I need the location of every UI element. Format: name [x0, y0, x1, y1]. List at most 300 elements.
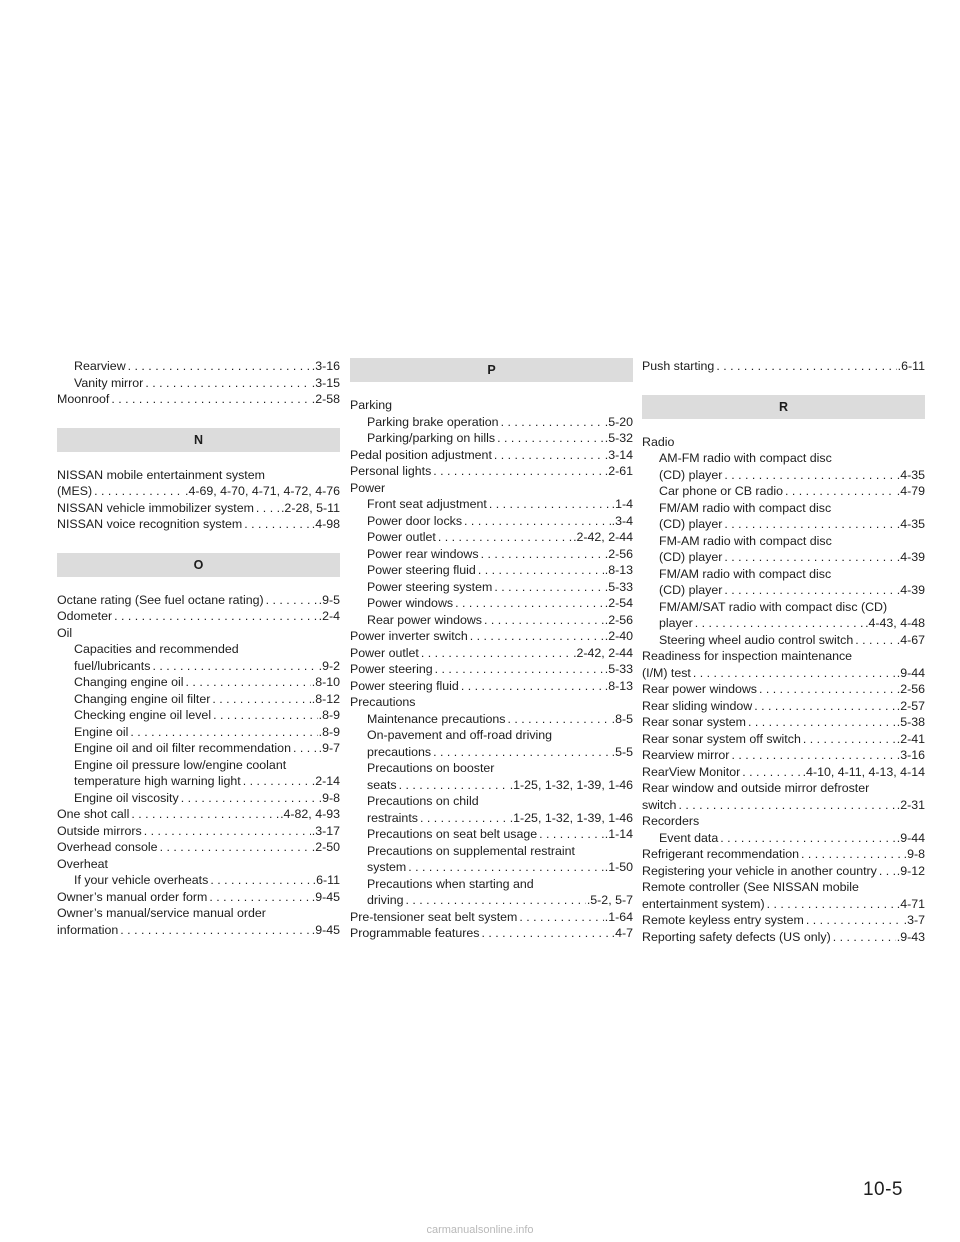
index-text-line: Precautions on booster — [367, 761, 495, 775]
index-entry — [642, 467, 925, 484]
index-entry — [350, 810, 633, 827]
index-entry — [57, 790, 340, 807]
entry-label: Power steering fluid — [350, 678, 459, 693]
index-entry — [57, 358, 340, 375]
page-number: 10-5 — [862, 1179, 903, 1200]
entry-label: Event data — [659, 830, 719, 845]
dot-leader — [537, 826, 604, 843]
index-entry — [642, 632, 925, 649]
index-entry — [57, 773, 340, 790]
entry-page-ref: .1-64 — [604, 909, 633, 924]
dot-leader — [142, 823, 311, 840]
index-entry — [57, 516, 340, 533]
entry-label: (CD) player — [659, 583, 723, 597]
index-entry — [642, 681, 925, 698]
entry-label: Rear sliding window — [642, 698, 753, 713]
entry-label: Engine oil — [74, 724, 129, 739]
entry-page-ref: .3-17 — [311, 823, 340, 838]
dot-leader — [783, 483, 896, 500]
entry-label: Engine oil viscosity — [74, 790, 179, 805]
dot-leader — [179, 790, 318, 807]
entry-page-ref: .9-45 — [311, 922, 340, 937]
entry-label: Rear sonar system — [642, 715, 746, 729]
dot-leader — [492, 579, 603, 596]
entry-page-ref: .4-7 — [611, 926, 633, 940]
index-text-line: Radio — [642, 434, 675, 449]
entry-label: Rearview mirror — [642, 748, 730, 762]
dot-leader — [505, 711, 610, 728]
dot-leader — [150, 658, 317, 675]
entry-label: Car phone or CB radio — [659, 484, 783, 498]
index-text-line: FM/AM radio with compact disc — [659, 500, 832, 515]
index-entry — [642, 665, 925, 682]
entry-page-ref: .9-8 — [318, 790, 340, 805]
index-entry — [350, 529, 633, 546]
dot-leader — [241, 773, 311, 790]
entry-page-ref: .9-7 — [318, 741, 340, 755]
dot-leader — [431, 463, 603, 480]
index-text-line: On-pavement and off-road driving — [367, 728, 553, 742]
dot-leader — [264, 592, 318, 609]
index-entry — [642, 549, 925, 566]
entry-label: Power steering system — [367, 579, 493, 594]
index-text-line: Oil — [57, 625, 73, 640]
entry-label: (CD) player — [659, 517, 723, 531]
entry-page-ref: .9-8 — [903, 847, 925, 861]
entry-page-ref: .2-61 — [604, 464, 633, 478]
dot-leader — [804, 912, 903, 929]
dot-leader — [126, 358, 311, 375]
entry-label: Programmable features — [350, 926, 480, 940]
entry-label: (MES) — [57, 484, 93, 498]
dot-leader — [482, 612, 604, 629]
dot-leader — [495, 430, 604, 447]
index-entry — [350, 595, 633, 612]
entry-label: Changing engine oil filter — [74, 691, 211, 706]
index-entry — [350, 744, 633, 761]
entry-page-ref: .2-56 — [604, 546, 633, 561]
entry-page-ref: .4-35 — [896, 517, 925, 531]
entry-page-ref: .4-71 — [896, 896, 925, 911]
entry-page-ref: .1-25, 1-32, 1-39, 1-46 — [509, 777, 633, 792]
entry-label: Power inverter switch — [350, 629, 468, 643]
index-entry — [642, 731, 925, 748]
index-text-line: Rear window and outside mirror defroster — [642, 781, 870, 795]
entry-page-ref: .5-33 — [604, 579, 633, 594]
entry-page-ref: .2-41 — [896, 731, 925, 746]
index-entry — [350, 909, 633, 926]
dot-leader — [419, 645, 572, 662]
entry-label: Power rear windows — [367, 546, 479, 561]
entry-page-ref: .4-39 — [896, 583, 925, 597]
entry-label: switch — [642, 797, 677, 812]
entry-page-ref: .4-79 — [896, 484, 925, 498]
entry-label: Precautions on seat belt usage — [367, 827, 538, 841]
dot-leader — [691, 665, 896, 682]
index-entry — [350, 925, 633, 942]
index-entry — [57, 806, 340, 823]
dot-leader — [714, 358, 896, 375]
entry-label: entertainment system) — [642, 896, 765, 911]
index-entry — [642, 896, 925, 913]
entry-label: Reporting safety defects (US only) — [642, 929, 831, 944]
index-entry — [57, 740, 340, 757]
entry-page-ref: .8-13 — [604, 563, 633, 577]
index-column-2 — [350, 358, 633, 942]
index-column-1 — [57, 358, 340, 938]
dot-leader — [459, 678, 604, 695]
index-text-line: FM/AM radio with compact disc — [659, 566, 832, 581]
dot-leader — [418, 810, 509, 827]
index-entry — [350, 546, 633, 563]
entry-label: Owner’s manual order form — [57, 889, 208, 904]
index-text-line: NISSAN mobile entertainment system — [57, 467, 265, 482]
dot-leader — [92, 483, 184, 500]
entry-page-ref: .3-14 — [604, 447, 633, 462]
dot-leader — [757, 681, 896, 698]
entry-label: Power steering fluid — [367, 563, 476, 577]
entry-label: Rearview — [74, 359, 126, 373]
dot-leader — [397, 777, 509, 794]
dot-leader — [729, 747, 895, 764]
entry-label: Octane rating (See fuel octane rating) — [57, 592, 264, 607]
entry-label: (CD) player — [659, 467, 723, 482]
index-text-line: FM-AM radio with compact disc — [659, 533, 832, 548]
entry-label: Checking engine oil level — [74, 708, 212, 722]
entry-label: NISSAN voice recognition system — [57, 517, 243, 531]
entry-label: driving — [367, 893, 404, 907]
index-text-line: Recorders — [642, 814, 700, 828]
index-entry — [57, 889, 340, 906]
index-entry — [350, 645, 633, 662]
entry-page-ref: .8-12 — [311, 691, 340, 706]
index-entry — [642, 483, 925, 500]
entry-page-ref: .2-4 — [318, 609, 340, 623]
index-entry — [350, 612, 633, 629]
dot-leader — [291, 740, 318, 757]
dot-leader — [479, 925, 610, 942]
entry-page-ref: .8-10 — [311, 675, 340, 689]
dot-leader — [476, 562, 604, 579]
entry-label: Rear sonar system off switch — [642, 731, 801, 746]
index-entry — [57, 724, 340, 741]
index-text-line: FM/AM/SAT radio with compact disc (CD) — [659, 599, 888, 614]
index-entry — [350, 579, 633, 596]
entry-page-ref: .3-16 — [311, 359, 340, 373]
dot-leader — [254, 500, 280, 517]
entry-page-ref: .5-2, 5-7 — [586, 893, 633, 907]
entry-page-ref: .4-10, 4-11, 4-13, 4-14 — [802, 764, 925, 779]
entry-page-ref: .4-35 — [896, 467, 925, 482]
section-header: P — [350, 358, 633, 382]
dot-leader — [722, 582, 895, 599]
dot-leader — [453, 595, 604, 612]
dot-leader — [801, 731, 896, 748]
index-text-line: Power — [350, 480, 386, 495]
index-entry — [350, 777, 633, 794]
dot-leader — [129, 806, 279, 823]
entry-page-ref: .1-4 — [611, 497, 633, 511]
index-text-line: AM-FM radio with compact disc — [659, 451, 832, 465]
dot-leader — [128, 724, 317, 741]
entry-label: precautions — [367, 744, 432, 759]
dot-leader — [207, 889, 310, 906]
entry-page-ref: .3-7 — [903, 913, 925, 927]
index-text-line: Capacities and recommended — [74, 642, 239, 656]
entry-label: Pre-tensioner seat belt system — [350, 909, 518, 924]
index-entry — [642, 764, 925, 781]
entry-page-ref: .5-38 — [896, 715, 925, 729]
index-text-line: Precautions on supplemental restraint — [367, 843, 576, 858]
index-text-line: Parking — [350, 398, 393, 412]
dot-leader — [718, 830, 896, 847]
entry-page-ref: .5-33 — [604, 662, 633, 676]
dot-leader — [112, 608, 318, 625]
index-entry — [642, 615, 925, 632]
entry-label: Power outlet — [350, 645, 419, 660]
index-entry — [642, 929, 925, 946]
entry-page-ref: .8-5 — [611, 711, 633, 726]
index-text-line: Owner’s manual/service manual order — [57, 906, 266, 920]
index-entry — [642, 358, 925, 375]
entry-page-ref: .9-5 — [318, 592, 340, 607]
entry-page-ref: .3-16 — [896, 748, 925, 762]
entry-page-ref: .3-15 — [311, 375, 340, 390]
dot-leader — [479, 546, 604, 563]
index-entry — [642, 582, 925, 599]
dot-leader — [722, 467, 895, 484]
section-header: R — [642, 395, 925, 419]
index-entry — [642, 516, 925, 533]
dot-leader — [752, 698, 896, 715]
entry-label: Outside mirrors — [57, 823, 142, 838]
watermark: carmanualsonline.info — [426, 1224, 534, 1236]
entry-page-ref: .2-42, 2-44 — [573, 645, 633, 660]
entry-page-ref: .8-13 — [604, 678, 633, 693]
entry-page-ref: .2-31 — [896, 797, 925, 812]
entry-page-ref: .6-11 — [312, 873, 340, 887]
entry-page-ref: .2-56 — [896, 682, 925, 696]
dot-leader — [693, 615, 864, 632]
index-entry — [642, 747, 925, 764]
entry-label: fuel/lubricants — [74, 658, 151, 673]
entry-page-ref: .1-25, 1-32, 1-39, 1-46 — [509, 810, 633, 825]
entry-page-ref: .4-39 — [896, 550, 925, 564]
dot-leader — [184, 674, 311, 691]
index-entry — [642, 698, 925, 715]
index-text-line: Precautions on child — [367, 794, 479, 808]
entry-label: Odometer — [57, 609, 113, 623]
dot-leader — [740, 764, 801, 781]
entry-page-ref: .4-67 — [896, 632, 925, 647]
entry-label: Power windows — [367, 596, 454, 610]
dot-leader — [853, 632, 896, 649]
entry-label: Power door locks — [367, 513, 463, 528]
dot-leader — [831, 929, 896, 946]
entry-page-ref: .9-2 — [318, 658, 340, 673]
dot-leader — [118, 922, 310, 939]
index-entry — [57, 872, 340, 889]
entry-page-ref: .9-45 — [311, 889, 340, 904]
dot-leader — [433, 661, 604, 678]
entry-label: Parking/parking on hills — [367, 431, 496, 445]
entry-page-ref: .6-11 — [897, 359, 925, 373]
index-text-line: Remote controller (See NISSAN mobile — [642, 880, 859, 894]
entry-page-ref: .2-50 — [311, 840, 340, 854]
entry-label: Engine oil and oil filter recommendation — [74, 741, 291, 755]
dot-leader — [492, 447, 604, 464]
dot-leader — [722, 516, 895, 533]
dot-leader — [487, 496, 611, 513]
index-entry — [57, 483, 340, 500]
entry-label: Moonroof — [57, 392, 110, 406]
entry-label: One shot call — [57, 807, 130, 821]
index-entry — [57, 922, 340, 939]
index-entry — [57, 658, 340, 675]
entry-label: Push starting — [642, 359, 715, 373]
index-text-line: Engine oil pressure low/engine coolant — [74, 757, 287, 772]
entry-label: seats — [367, 777, 397, 792]
index-entry — [350, 678, 633, 695]
entry-page-ref: .1-50 — [604, 860, 633, 874]
index-entry — [57, 839, 340, 856]
dot-leader — [799, 846, 903, 863]
entry-page-ref: .2-40 — [604, 629, 633, 643]
entry-label: information — [57, 922, 119, 937]
entry-page-ref: .9-43 — [896, 929, 925, 944]
index-entry — [350, 661, 633, 678]
entry-page-ref: .2-56 — [604, 612, 633, 627]
dot-leader — [676, 797, 895, 814]
entry-label: Front seat adjustment — [367, 497, 487, 511]
index-entry — [350, 892, 633, 909]
index-entry — [350, 826, 633, 843]
index-entry — [57, 674, 340, 691]
entry-label: Registering your vehicle in another country — [642, 863, 877, 878]
entry-label: Vanity mirror — [74, 375, 144, 390]
index-entry — [642, 912, 925, 929]
index-text-line: Readiness for inspection maintenance — [642, 649, 853, 663]
dot-leader — [211, 707, 318, 724]
entry-label: Pedal position adjustment — [350, 447, 492, 462]
dot-leader — [877, 863, 896, 880]
index-text-line: Precautions when starting and — [367, 876, 534, 891]
dot-leader — [746, 714, 896, 731]
entry-page-ref: .2-14 — [311, 774, 340, 788]
entry-label: Personal lights — [350, 464, 432, 478]
entry-label: player — [659, 616, 693, 630]
index-entry — [57, 592, 340, 609]
index-entry — [350, 628, 633, 645]
entry-page-ref: .8-9 — [318, 724, 340, 739]
index-entry — [57, 391, 340, 408]
entry-label: Rear power windows — [367, 612, 483, 627]
index-entry — [350, 513, 633, 530]
entry-page-ref: .8-9 — [318, 708, 340, 722]
entry-label: Overhead console — [57, 840, 158, 854]
index-entry — [642, 846, 925, 863]
dot-leader — [208, 872, 311, 889]
dot-leader — [242, 516, 311, 533]
entry-label: NISSAN vehicle immobilizer system — [57, 500, 254, 515]
entry-page-ref: .2-42, 2-44 — [573, 530, 633, 544]
dot-leader — [517, 909, 603, 926]
dot-leader — [722, 549, 895, 566]
entry-page-ref: .9-44 — [896, 830, 925, 845]
entry-page-ref: .2-58 — [311, 392, 340, 406]
entry-label: Parking brake operation — [367, 414, 499, 429]
entry-label: Maintenance precautions — [367, 711, 506, 726]
index-entry — [350, 414, 633, 431]
entry-page-ref: .1-14 — [604, 827, 633, 841]
entry-label: Power steering — [350, 662, 433, 676]
index-entry — [642, 797, 925, 814]
entry-label: temperature high warning light — [74, 774, 241, 788]
dot-leader — [468, 628, 604, 645]
entry-label: Steering wheel audio control switch — [659, 632, 854, 647]
entry-label: (CD) player — [659, 550, 723, 564]
section-header: O — [57, 553, 340, 577]
index-entry — [350, 859, 633, 876]
index-entry — [57, 691, 340, 708]
dot-leader — [210, 691, 310, 708]
index-text-line: Overheat — [57, 856, 108, 871]
entry-label: restraints — [367, 810, 418, 825]
index-entry — [642, 714, 925, 731]
index-text-line: Precautions — [350, 695, 416, 709]
index-entry — [350, 562, 633, 579]
entry-page-ref: .4-82, 4-93 — [280, 807, 340, 821]
section-header: N — [57, 428, 340, 452]
index-entry — [57, 608, 340, 625]
entry-label: (I/M) test — [642, 665, 691, 680]
dot-leader — [436, 529, 572, 546]
index-entry — [350, 447, 633, 464]
index-entry — [350, 711, 633, 728]
dot-leader — [431, 744, 611, 761]
entry-page-ref: .4-98 — [311, 517, 340, 531]
index-entry — [350, 496, 633, 513]
dot-leader — [109, 391, 310, 408]
entry-page-ref: .3-4 — [611, 513, 633, 528]
index-entry — [350, 430, 633, 447]
entry-page-ref: .5-32 — [604, 431, 633, 445]
entry-page-ref: .4-69, 4-70, 4-71, 4-72, 4-76 — [185, 484, 340, 498]
entry-label: Changing engine oil — [74, 675, 184, 689]
entry-label: Rear power windows — [642, 682, 758, 696]
index-entry — [57, 823, 340, 840]
index-entry — [57, 500, 340, 517]
entry-label: If your vehicle overheats — [74, 873, 209, 887]
entry-page-ref: .9-44 — [896, 665, 925, 680]
dot-leader — [143, 375, 310, 392]
entry-label: RearView Monitor — [642, 764, 741, 779]
entry-page-ref: .2-57 — [896, 698, 925, 713]
index-entry — [350, 463, 633, 480]
dot-leader — [499, 414, 604, 431]
dot-leader — [462, 513, 611, 530]
dot-leader — [406, 859, 604, 876]
index-entry — [57, 375, 340, 392]
dot-leader — [158, 839, 311, 856]
index-entry — [642, 830, 925, 847]
entry-page-ref: .2-54 — [604, 596, 633, 610]
entry-label: Remote keyless entry system — [642, 913, 804, 927]
entry-label: Power outlet — [367, 530, 436, 544]
index-column-3 — [642, 358, 925, 945]
entry-page-ref: .4-43, 4-48 — [865, 616, 925, 630]
entry-page-ref: .5-5 — [611, 744, 633, 759]
